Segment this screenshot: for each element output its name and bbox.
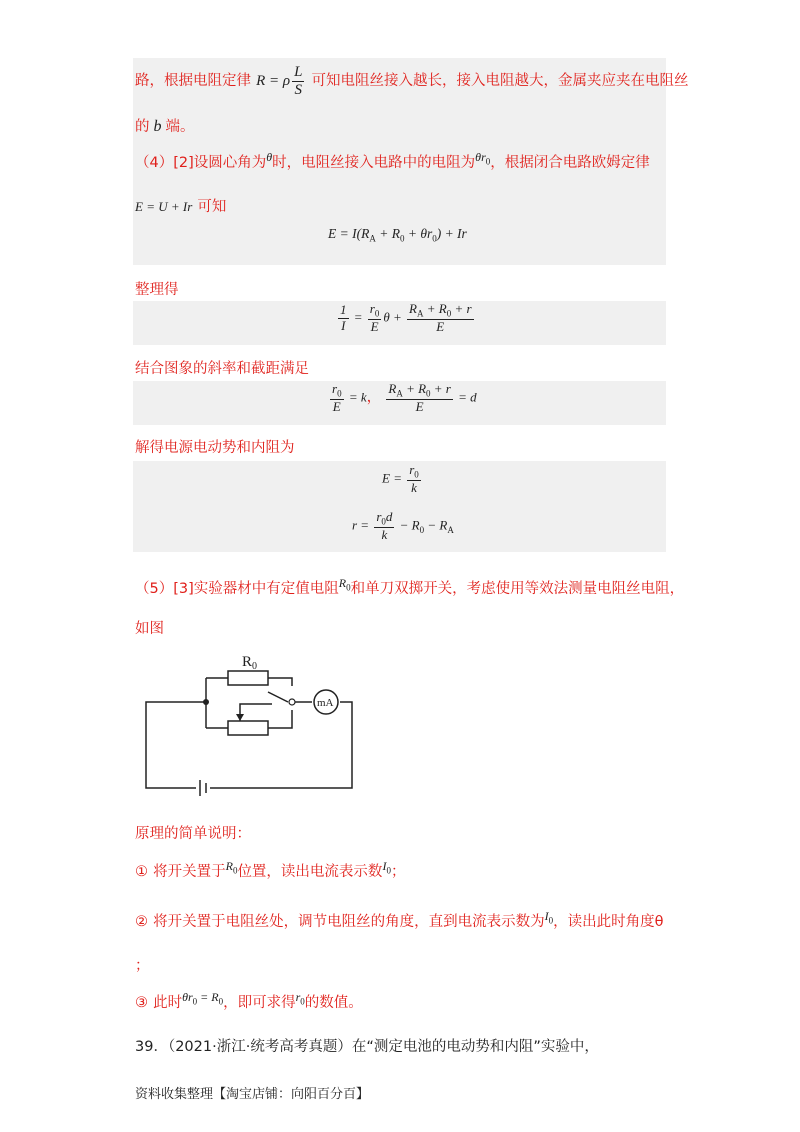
internal-resistance-result: r = $\frac{r_0d}{k}$ − $R_0 - R_A$ — [352, 509, 454, 542]
combine-label: 结合图象的斜率和截距满足 — [135, 361, 309, 377]
step-3: ③ 此时$^{\theta r_0 = R_0}$，即可求得$^{r_0}$的数值。 — [135, 990, 363, 1011]
principle-label: 原理的简单说明： — [135, 826, 251, 842]
step-2-tail: ； — [135, 958, 150, 974]
clip-end-line: 的 b 端。 — [135, 118, 195, 135]
resistance-law-line: 路，根据电阻定律 R = ρ $\frac{L}{S}$ 可知电阻丝接入越长，接入电阻越大，金属夹应夹在电阻丝 — [135, 64, 689, 99]
question-39: 39．（2021·浙江·统考高考真题）在“测定电池的电动势和内阻”实验中， — [135, 1039, 599, 1055]
solve-label: 解得电源电动势和内阻为 — [135, 440, 295, 456]
step-2: ② 将开关置于电阻丝处，调节电阻丝的角度，直到电流表示数为$^{I_0}$，读出此时角度θ — [135, 909, 664, 930]
emf-equation: $E = I(R_A + R_0 + \theta r_0) + Ir$ — [328, 226, 467, 244]
slope-intercept-equation: $\frac{r_0}{E}$ = k， $\frac{R_A + R_0 + r}{E}$ = d — [332, 381, 477, 414]
milliammeter-label: mA — [317, 697, 334, 709]
part4-line: （4）[2]设圆心角为$^\theta$时，电阻丝接入电路中的电阻为$^{\theta r_0}$，根据闭合电路欧姆定律 — [135, 150, 650, 171]
footer: 资料收集整理【淘宝店铺：向阳百分百】 — [135, 1087, 370, 1102]
circuit-diagram — [140, 652, 360, 797]
r0-label: $R_0$ — [242, 654, 258, 672]
step-1: ① 将开关置于$^{R_0}$位置，读出电流表示数$^{I_0}$； — [135, 859, 406, 880]
emf-result: E = $\frac{r_0}{k}$ — [382, 462, 419, 495]
figure-label: 如图 — [135, 621, 164, 637]
ohm-law-line: E = U + Ir 可知 — [135, 199, 227, 215]
resistance-law-formula: R = ρ $\frac{L}{S}$ — [256, 64, 303, 99]
reciprocal-equation: $\frac{1}{I}$ = $\frac{r_0}{E}$ θ + $\frac{R_A + R_0 + r}{E}$ — [340, 301, 472, 334]
organize-label: 整理得 — [135, 282, 179, 298]
part5-line: （5）[3]实验器材中有定值电阻$^{R_0}$和单刀双掷开关，考虑使用等效法测量电阻丝电阻， — [135, 576, 685, 597]
